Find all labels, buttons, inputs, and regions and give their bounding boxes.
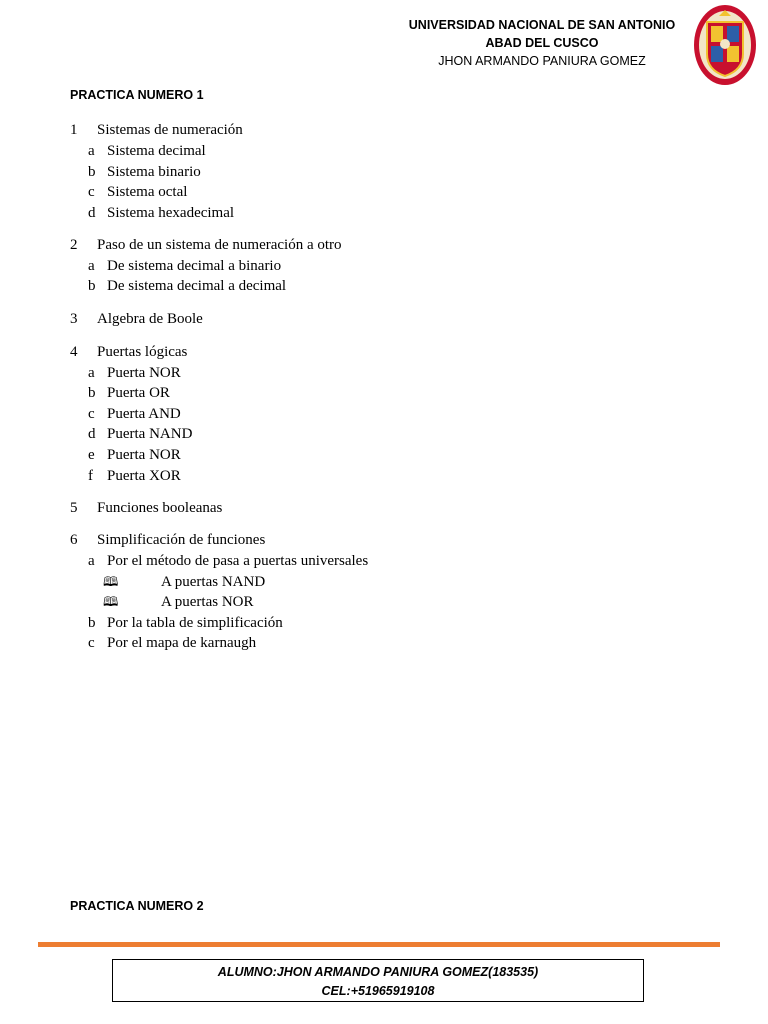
sub-text: Puerta NOR — [107, 447, 181, 463]
item-text: Simplificación de funciones — [97, 532, 266, 548]
item-text: Sistemas de numeración — [97, 122, 243, 138]
item-number: 4 — [70, 344, 78, 360]
sub-letter: d — [88, 426, 96, 442]
practice1-title: PRACTICA NUMERO 1 — [70, 88, 204, 102]
book-icon: 🕮 — [103, 594, 119, 609]
university-seal-icon — [693, 4, 757, 86]
item-number: 5 — [70, 500, 78, 516]
sub-text: Por la tabla de simplificación — [107, 615, 283, 631]
item-text: Paso de un sistema de numeración a otro — [97, 237, 342, 253]
header — [392, 16, 692, 70]
sub-sub-text: A puertas NAND — [161, 574, 266, 590]
sub-text: Sistema octal — [107, 184, 188, 200]
sub-letter: b — [88, 615, 96, 631]
sub-text: De sistema decimal a binario — [107, 258, 282, 274]
sub-text: Sistema hexadecimal — [107, 205, 235, 221]
practice2-title: PRACTICA NUMERO 2 — [70, 899, 204, 913]
sub-letter: a — [88, 143, 95, 159]
book-icon: 🕮 — [103, 574, 119, 589]
sub-letter: c — [88, 184, 95, 200]
sub-text: De sistema decimal a decimal — [107, 278, 287, 294]
sub-text: Sistema decimal — [107, 143, 206, 159]
item-number: 1 — [70, 122, 78, 138]
sub-letter: e — [88, 447, 95, 463]
sub-letter: b — [88, 164, 96, 180]
sub-text: Puerta NOR — [107, 365, 181, 381]
sub-text: Por el mapa de karnaugh — [107, 635, 257, 651]
sub-text: Por el método de pasa a puertas universales — [107, 553, 369, 569]
sub-sub-text: A puertas NOR — [161, 594, 254, 610]
sub-text: Puerta AND — [107, 406, 181, 422]
university-name-line2: ABAD DEL CUSCO — [485, 36, 599, 50]
sub-letter: d — [88, 205, 96, 221]
sub-letter: b — [88, 278, 96, 294]
sub-letter: a — [88, 553, 95, 569]
sub-text: Sistema binario — [107, 164, 201, 180]
item-number: 6 — [70, 532, 78, 548]
item-text: Puertas lógicas — [97, 344, 188, 360]
sub-letter: c — [88, 635, 95, 651]
footer-divider — [38, 942, 720, 947]
item-number: 3 — [70, 311, 78, 327]
sub-letter: a — [88, 258, 95, 274]
item-number: 2 — [70, 237, 78, 253]
sub-text: Puerta OR — [107, 385, 170, 401]
item-text: Algebra de Boole — [97, 311, 203, 327]
sub-letter: b — [88, 385, 96, 401]
phone-number: CEL:+51965919108 — [321, 984, 435, 998]
university-name-line1: UNIVERSIDAD NACIONAL DE SAN ANTONIO — [408, 18, 676, 32]
footer-box — [112, 959, 644, 1002]
sub-letter: f — [88, 468, 93, 484]
student-info: ALUMNO:JHON ARMANDO PANIURA GOMEZ(183535) — [217, 965, 539, 979]
sub-text: Puerta NAND — [107, 426, 193, 442]
sub-text: Puerta XOR — [107, 468, 181, 484]
sub-letter: c — [88, 406, 95, 422]
author-name: JHON ARMANDO PANIURA GOMEZ — [438, 54, 646, 68]
item-text: Funciones booleanas — [97, 500, 223, 516]
sub-letter: a — [88, 365, 95, 381]
